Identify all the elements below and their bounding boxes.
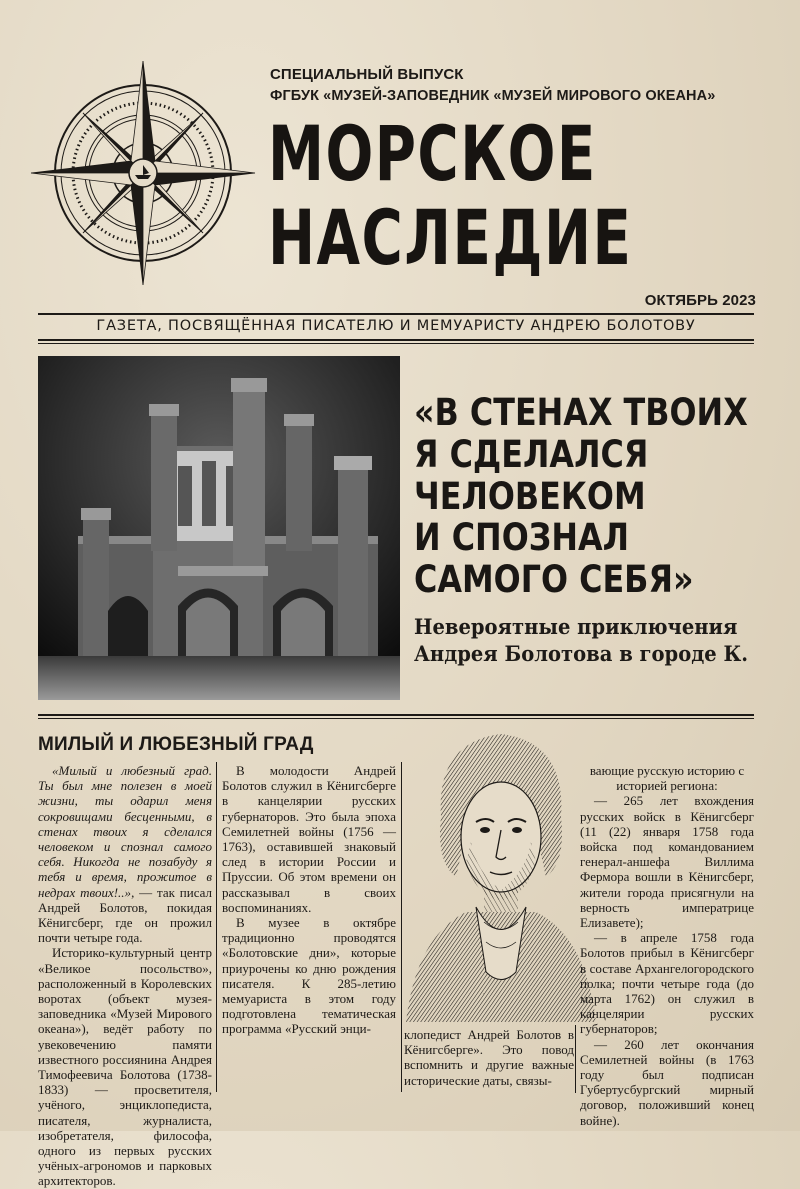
article-paragraph: В музее в октябре традиционно проводятся «Болотовские дни», которые приурочены ко дню рождения писателя. К 285-летию мемуариста в этом году подготовлена тематическая программа «Русский энци- xyxy=(222,915,396,1037)
history-list-item: — 260 лет окончания Семилетней войны (в 1763 году был подписан Губертусбургский мирный договор, положивший конец войне). xyxy=(580,1036,754,1128)
divider xyxy=(38,718,754,719)
article-paragraph: вающие русскую историю с историей региона: xyxy=(589,763,745,794)
headline-quote-line: САМОГО СЕБЯ» xyxy=(414,558,694,602)
opening-quote: «Милый и любезный град. Ты был мне полезен в моей жизни, ты одарил меня сокровищами бесценными, в стенах твоих я сделался человеком и спознал самого себя. Никогда не позабуду я тебя и время, прожитое в недрах твоих!..» xyxy=(38,763,212,900)
article-column-4 xyxy=(580,763,754,1128)
issue-date: ОКТЯБРЬ 2023 xyxy=(644,292,756,309)
headline-lead-line: Андрея Болотова в городе К. xyxy=(414,640,749,666)
attribution-text: , — так писал Андрей Болотов, покидая Кёнигсберг, где он прожил почти четыре года. xyxy=(38,884,213,946)
compass-rose-icon xyxy=(28,58,258,288)
headline-quote-line: И СПОЗНАЛ xyxy=(414,516,630,560)
article-column-3 xyxy=(404,1027,574,1088)
section-title: МИЛЫЙ И ЛЮБЕЗНЫЙ ГРАД xyxy=(38,734,314,755)
article-paragraph: В молодости Андрей Болотов служил в Кёнигсберге в канцелярии русских губернаторов. Это была эпоха Семилетней войны (1756 — 1763), оставившей знаковый след в истории России и Пруссии. Об этом времени он рассказывал в своих воспоминаниях. xyxy=(222,763,396,915)
column-divider xyxy=(216,762,217,1092)
headline-quote-line: ЧЕЛОВЕКОМ xyxy=(414,474,646,518)
history-list-item: — 265 лет вхождения русских войск в Кёнигсберг (11 (22) января 1758 года войска под командованием генерал-аншефа Виллима Фермора вошли в Кёнигсберг, жители города присягнули на верность императрице Елизавете); xyxy=(580,793,754,931)
history-list-item: — в апреле 1758 года Болотов прибыл в Кёнигсберг в составе Архангелогородского полка; почти четыре года (до марта 1762) он служил в канцелярии русских губернаторов; xyxy=(580,930,754,1037)
royal-gate-photo xyxy=(38,356,400,700)
headline-lead xyxy=(414,614,767,668)
headline-quote xyxy=(414,391,748,602)
masthead-subtitle: ГАЗЕТА, ПОСВЯЩЁННАЯ ПИСАТЕЛЮ И МЕМУАРИСТУ АНДРЕЮ БОЛОТОВУ xyxy=(96,318,696,334)
article-paragraph: Историко-культурный центр «Великое посольство», расположенный в Королевских воротах (объект музея-заповедника «Музей Мирового океана»), ведёт работу по увековечению памяти известного россиянина Андрея Тимофеевича Болотова (1738-1833) — просветителя, учёного, энциклопедиста, писателя, журналиста, изобретателя, философа, одного из первых русских учёных-агрономов и парковых архитекторов. xyxy=(38,945,212,1189)
headline-quote-line: Я СДЕЛАЛСЯ xyxy=(414,432,649,476)
article-column-2 xyxy=(222,763,396,1037)
masthead-title-line2: НАСЛЕДИЕ xyxy=(268,193,633,282)
special-issue-label: СПЕЦИАЛЬНЫЙ ВЫПУСК xyxy=(270,66,464,83)
organization-label: ФГБУК «МУЗЕЙ-ЗАПОВЕДНИК «МУЗЕЙ МИРОВОГО ОКЕАНА» xyxy=(270,88,716,104)
article-column-1 xyxy=(38,763,212,1189)
divider xyxy=(38,339,754,341)
masthead-title-line1: МОРСКОЕ xyxy=(268,109,597,198)
divider xyxy=(38,714,754,716)
bolotov-portrait-engraving xyxy=(396,722,606,1022)
divider xyxy=(38,313,754,315)
headline-quote-line: «В СТЕНАХ ТВОИХ xyxy=(414,391,748,434)
headline-lead-line: Невероятные приключения xyxy=(414,614,738,639)
column-divider xyxy=(575,1025,576,1093)
article-paragraph: клопедист Андрей Болотов в Кёнигсберге». Это повод вспомнить и другие важные исторические даты, связы- xyxy=(404,1027,574,1088)
divider xyxy=(38,343,754,344)
